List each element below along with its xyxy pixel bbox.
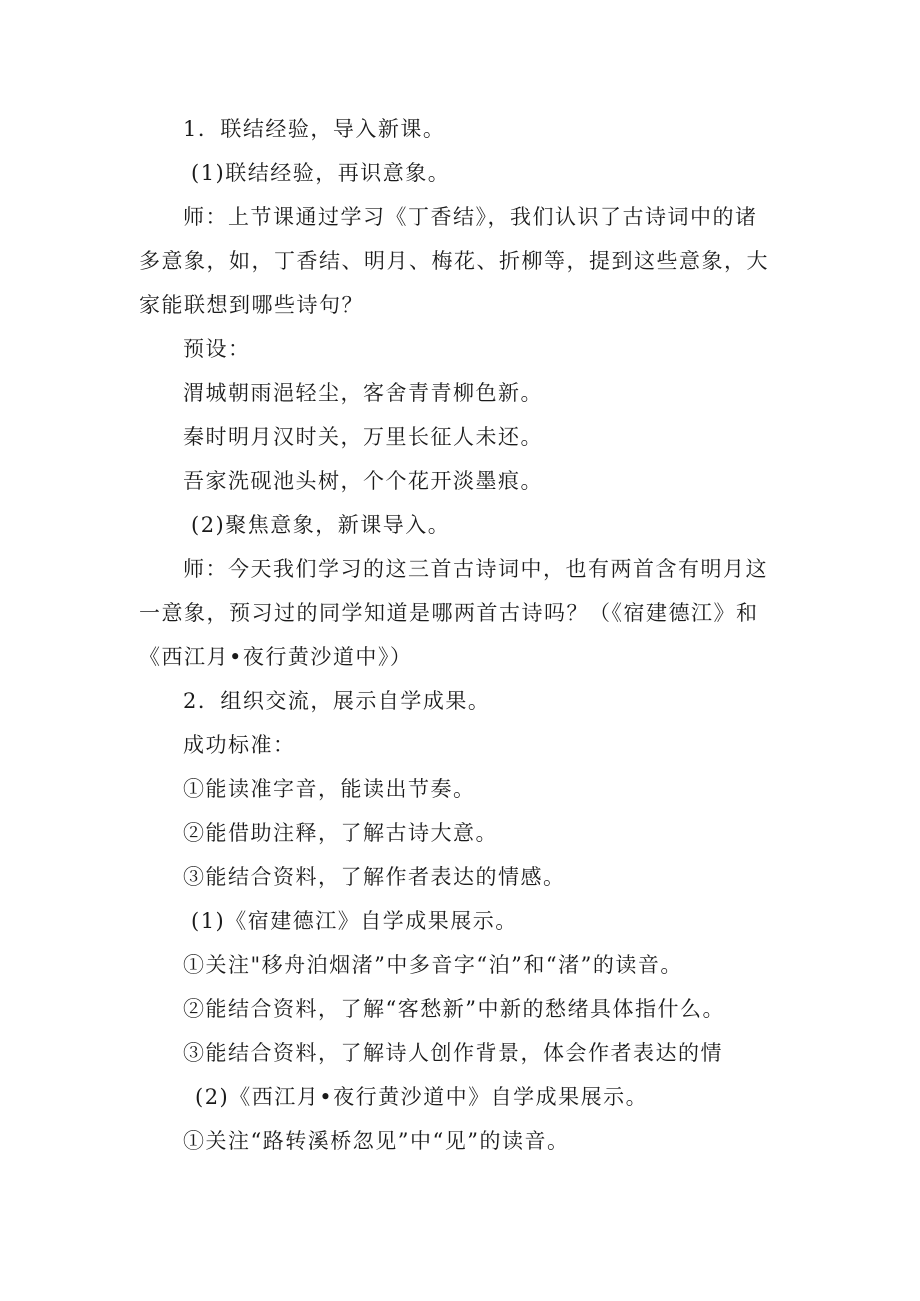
subsection-heading-1-1: (1)联结经验，再识意象。	[191, 161, 451, 185]
paragraph-line: 家能联想到哪些诗句？	[139, 293, 364, 317]
paragraph-line: 多意象，如，丁香结、明月、梅花、折柳等，提到这些意象，大	[139, 249, 769, 273]
section-heading-2: 2．组织交流，展示自学成果。	[183, 689, 491, 713]
criteria-item: ②能借助注释，了解古诗大意。	[183, 821, 498, 845]
criteria-label: 成功标准：	[183, 733, 296, 757]
document-body	[139, 115, 799, 1171]
achievement-item: ②能结合资料，了解“客愁新”中新的愁绪具体指什么。	[183, 997, 725, 1021]
paragraph-line: 师：上节课通过学习《丁香结》，我们认识了古诗词中的诸	[183, 205, 758, 229]
subsection-heading-2-1: (1)《宿建德江》自学成果展示。	[191, 909, 518, 933]
subsection-heading-2-2: (2)《西江月•夜行黄沙道中》自学成果展示。	[195, 1085, 649, 1109]
teacher-paragraph-2	[139, 555, 799, 671]
criteria-item: ③能结合资料，了解作者表达的情感。	[183, 865, 566, 889]
teacher-paragraph-1	[139, 203, 799, 319]
paragraph-line: 师：今天我们学习的这三首古诗词中，也有两首含有明月这	[183, 557, 768, 581]
poem-line: 吾家洗砚池头树，个个花开淡墨痕。	[183, 469, 543, 493]
poem-line: 秦时明月汉时关，万里长征人未还。	[183, 425, 543, 449]
subsection-heading-1-2: (2)聚焦意象，新课导入。	[191, 513, 451, 537]
achievement-item: ①关注“路转溪桥忽见”中“见”的读音。	[183, 1129, 570, 1153]
achievement-item: ③能结合资料，了解诗人创作背景，体会作者表达的情	[183, 1041, 723, 1065]
achievement-item: ①关注"移舟泊烟渚”中多音字“泊”和“渚”的读音。	[183, 953, 683, 977]
paragraph-line: 《西江月•夜行黄沙道中》）	[139, 645, 413, 669]
preset-label: 预设：	[183, 337, 251, 361]
section-heading-1: 1．联结经验，导入新课。	[183, 117, 446, 141]
paragraph-line: 一意象，预习过的同学知道是哪两首古诗吗？（《宿建德江》和	[139, 601, 759, 625]
criteria-item: ①能读准字音，能读出节奏。	[183, 777, 476, 801]
poem-line: 渭城朝雨浥轻尘，客舍青青柳色新。	[183, 381, 543, 405]
